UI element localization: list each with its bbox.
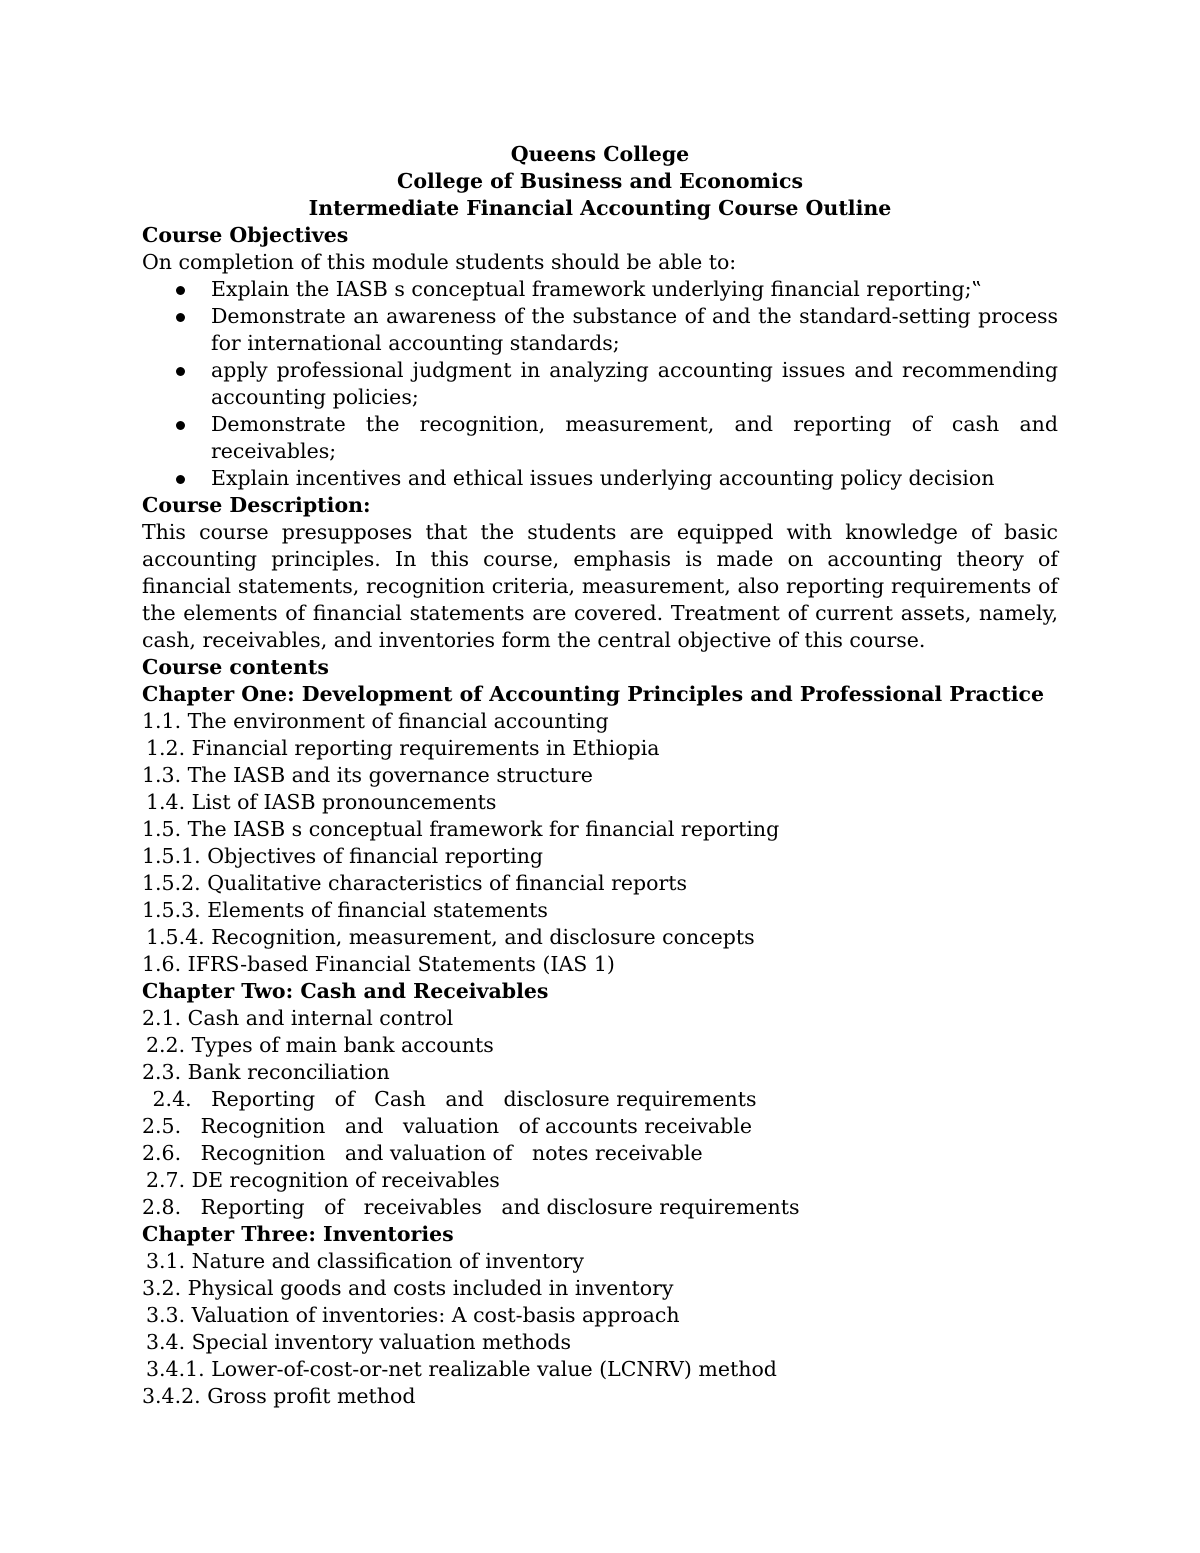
list-item: 1.5.3. Elements of financial statements <box>142 898 548 922</box>
list-item: 1.4. List of IASB pronouncements <box>146 790 497 814</box>
objectives-intro: On completion of this module students should be able to: <box>142 250 737 274</box>
list-item: Demonstrate the recognition, measurement, and reporting of cash and receivables; <box>142 411 1058 465</box>
list-item: 3.4. Special inventory valuation methods <box>146 1330 572 1354</box>
list-item: 1.5. The IASB s conceptual framework for financial reporting <box>142 817 780 841</box>
list-item: 1.2. Financial reporting requirements in Ethiopia <box>146 736 660 760</box>
list-item: 1.5.2. Qualitative characteristics of financial reports <box>142 871 688 895</box>
list-item: 1.6. IFRS-based Financial Statements (IAS 1) <box>142 952 615 976</box>
description-text: This course presupposes that the students are equipped with knowledge of basic accounting principles. In this course, emphasis is made on accounting theory of financial statements, recognition criteria, measurement, also reporting requirements of the elements of financial statements are covered. Treatment of current assets, namely, cash, receivables, and inventories form the central objective of this course. <box>142 520 1058 652</box>
document-page <box>142 141 1058 1410</box>
list-item: 2.5. Recognition and valuation of accounts receivable <box>142 1114 752 1138</box>
document-title: Intermediate Financial Accounting Course Outline <box>308 196 892 220</box>
institution-name: Queens College <box>510 142 690 166</box>
chapter-one-title: Chapter One: Development of Accounting Principles and Professional Practice <box>142 682 1045 706</box>
list-item: Explain the IASB s conceptual framework underlying financial reporting;‟ <box>142 276 1058 303</box>
list-item: 2.1. Cash and internal control <box>142 1006 454 1030</box>
list-item: Demonstrate an awareness of the substance of and the standard-setting process for international accounting standards; <box>142 303 1058 357</box>
list-item: 2.2. Types of main bank accounts <box>146 1033 494 1057</box>
description-heading: Course Description: <box>142 493 371 517</box>
list-item: apply professional judgment in analyzing accounting issues and recommending accounting policies; <box>142 357 1058 411</box>
chapter-three-title: Chapter Three: Inventories <box>142 1222 454 1246</box>
list-item: 2.7. DE recognition of receivables <box>146 1168 500 1192</box>
list-item: 2.3. Bank reconciliation <box>142 1060 390 1084</box>
list-item: 3.2. Physical goods and costs included in inventory <box>142 1276 674 1300</box>
objectives-heading: Course Objectives <box>142 223 349 247</box>
bullet-icon <box>176 475 185 484</box>
bullet-icon <box>176 286 185 295</box>
bullet-icon <box>176 313 185 322</box>
list-item: 2.8. Reporting of receivables and disclosure requirements <box>142 1195 800 1219</box>
chapter-two-title: Chapter Two: Cash and Receivables <box>142 979 549 1003</box>
bullet-icon <box>176 367 185 376</box>
college-name: College of Business and Economics <box>397 169 803 193</box>
list-item: 1.5.1. Objectives of financial reporting <box>142 844 544 868</box>
list-item: 2.6. Recognition and valuation of notes receivable <box>142 1141 703 1165</box>
contents-heading: Course contents <box>142 655 329 679</box>
list-item: 3.4.1. Lower-of-cost-or-net realizable value (LCNRV) method <box>146 1357 777 1381</box>
list-item: 3.4.2. Gross profit method <box>142 1384 416 1408</box>
list-item: 3.1. Nature and classification of inventory <box>146 1249 584 1273</box>
list-item: 1.5.4. Recognition, measurement, and disclosure concepts <box>146 925 755 949</box>
list-item: 1.3. The IASB and its governance structure <box>142 763 593 787</box>
list-item: 2.4. Reporting of Cash and disclosure requirements <box>146 1087 757 1111</box>
objectives-list <box>142 276 1058 492</box>
bullet-icon <box>176 421 185 430</box>
list-item: Explain incentives and ethical issues underlying accounting policy decision <box>142 465 1058 492</box>
list-item: 3.3. Valuation of inventories: A cost-basis approach <box>146 1303 680 1327</box>
list-item: 1.1. The environment of financial accounting <box>142 709 609 733</box>
